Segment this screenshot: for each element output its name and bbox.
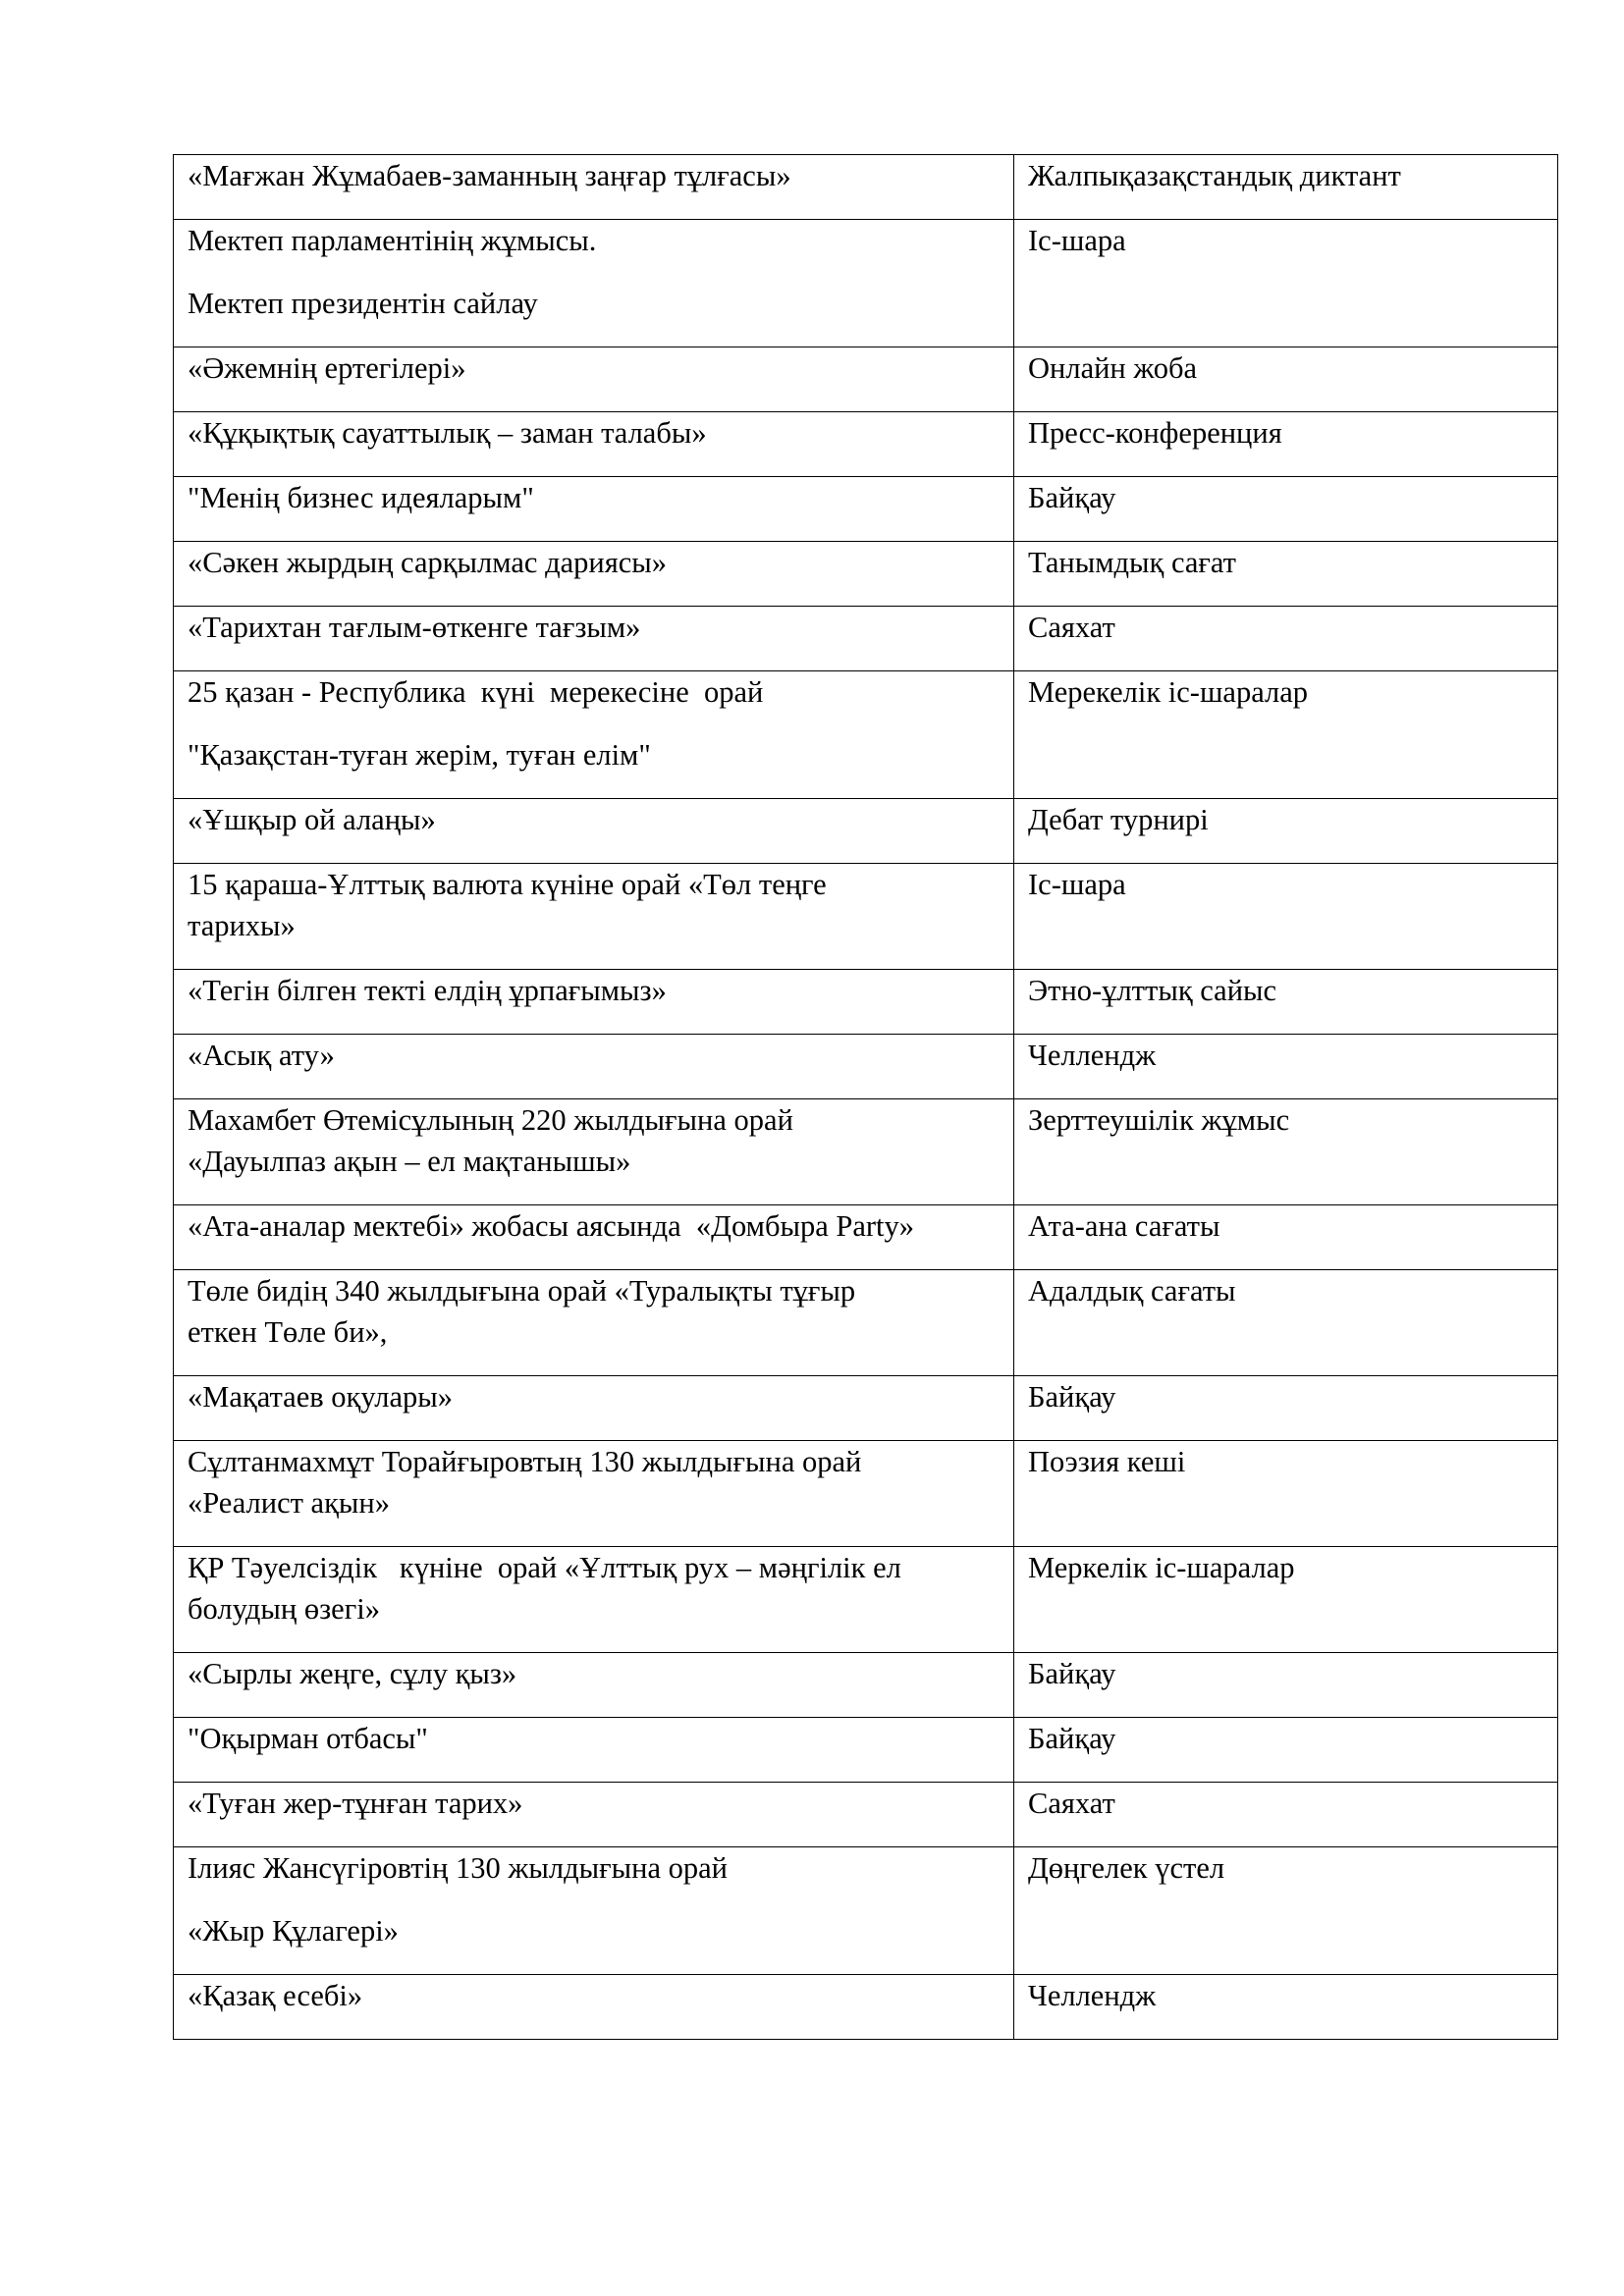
event-type-cell (1014, 1441, 1558, 1547)
event-type-text: Челлендж (1028, 1979, 1157, 2012)
event-type-cell (1014, 1376, 1558, 1441)
event-type-text: Жалпықазақстандық диктант (1028, 159, 1401, 192)
event-type-text: Байқау (1028, 1657, 1116, 1690)
table-row (174, 607, 1558, 671)
table-row (174, 155, 1558, 220)
event-title-cell (174, 607, 1014, 671)
event-type-text: Адалдық сағаты (1028, 1274, 1236, 1308)
event-title-line: 15 қараша-Ұлттық валюта күніне орай «Төл теңге (188, 868, 827, 901)
table-row (174, 671, 1558, 799)
table-row (174, 412, 1558, 477)
event-type-cell (1014, 477, 1558, 542)
table-row (174, 799, 1558, 864)
event-title-line: «Мақатаев оқулары» (188, 1380, 454, 1414)
table-row (174, 220, 1558, 347)
event-type-cell (1014, 1270, 1558, 1376)
event-type-text: Онлайн жоба (1028, 351, 1197, 385)
table-row (174, 1547, 1558, 1653)
event-title-cell (174, 1376, 1014, 1441)
event-title-cell (174, 412, 1014, 477)
event-title-line: «Мағжан Жұмабаев-заманның заңғар тұлғасы» (188, 159, 791, 192)
event-type-text: Поэзия кеші (1028, 1445, 1186, 1478)
event-type-cell (1014, 799, 1558, 864)
event-title-cell (174, 1270, 1014, 1376)
event-title-cell (174, 1847, 1014, 1975)
event-title-line: болудың өзегі» (188, 1592, 380, 1626)
event-type-text: Байқау (1028, 1380, 1116, 1414)
event-type-text: Ата-ана сағаты (1028, 1209, 1220, 1243)
event-type-text: Челлендж (1028, 1039, 1157, 1072)
event-title-cell (174, 1099, 1014, 1205)
event-type-cell (1014, 970, 1558, 1035)
event-title-line: Төле бидің 340 жылдығына орай «Туралықты тұғыр (188, 1274, 856, 1308)
event-type-text: Танымдық сағат (1028, 546, 1237, 579)
event-title-cell (174, 1547, 1014, 1653)
event-title-cell (174, 477, 1014, 542)
event-title-cell (174, 1441, 1014, 1547)
table-row (174, 1270, 1558, 1376)
event-type-text: Саяхат (1028, 1787, 1115, 1820)
events-table-body (174, 155, 1558, 2040)
event-title-line: «Ұшқыр ой алаңы» (188, 803, 436, 836)
event-title-line: еткен Төле би», (188, 1315, 388, 1349)
event-title-cell (174, 1035, 1014, 1099)
event-title-line: «Дауылпаз ақын – ел мақтанышы» (188, 1145, 631, 1178)
event-type-cell (1014, 1783, 1558, 1847)
table-row (174, 347, 1558, 412)
event-type-cell (1014, 1975, 1558, 2040)
event-type-cell (1014, 412, 1558, 477)
event-type-text: Іс-шара (1028, 868, 1126, 901)
event-type-cell (1014, 607, 1558, 671)
event-title-line: ҚР Тәуелсіздік күніне орай «Ұлттық рух – мәңгілік ел (188, 1551, 901, 1584)
table-row (174, 1783, 1558, 1847)
event-type-cell (1014, 347, 1558, 412)
event-title-cell (174, 1205, 1014, 1270)
event-type-text: Мерекелік іс-шаралар (1028, 675, 1309, 709)
event-type-cell (1014, 155, 1558, 220)
event-type-text: Байқау (1028, 1722, 1116, 1755)
event-type-cell (1014, 864, 1558, 970)
event-title-line: «Сырлы жеңге, сұлу қыз» (188, 1657, 517, 1690)
event-title-line: «Тарихтан тағлым-өткенге тағзым» (188, 611, 641, 644)
event-type-cell (1014, 1653, 1558, 1718)
event-title-cell (174, 347, 1014, 412)
event-title-line: «Тегін білген текті елдің ұрпағымыз» (188, 974, 667, 1007)
event-title-cell (174, 864, 1014, 970)
event-type-text: Пресс-конференция (1028, 416, 1282, 450)
event-type-cell (1014, 1547, 1558, 1653)
table-row (174, 1718, 1558, 1783)
table-row (174, 1376, 1558, 1441)
event-title-line: "Оқырман отбасы" (188, 1722, 428, 1755)
table-row (174, 1099, 1558, 1205)
event-title-line: «Туған жер-тұнған тарих» (188, 1787, 523, 1820)
event-title-cell (174, 799, 1014, 864)
event-title-line: «Асық ату» (188, 1039, 335, 1072)
event-title-line: «Әжемнің ертегілері» (188, 351, 466, 385)
event-title-line: 25 қазан - Республика күні мерекесіне орай (188, 675, 764, 709)
event-type-text: Іс-шара (1028, 224, 1126, 257)
event-title-cell (174, 1718, 1014, 1783)
event-type-text: Байқау (1028, 481, 1116, 514)
event-type-text: Дөңгелек үстел (1028, 1851, 1225, 1885)
event-type-cell (1014, 220, 1558, 347)
table-row (174, 1847, 1558, 1975)
event-type-cell (1014, 1099, 1558, 1205)
event-title-line: «Реалист ақын» (188, 1486, 390, 1520)
table-row (174, 1035, 1558, 1099)
event-type-cell (1014, 1035, 1558, 1099)
event-type-text: Меркелік іс-шаралар (1028, 1551, 1295, 1584)
event-title-line: "Қазақстан-туған жерім, туған елім" (188, 738, 651, 772)
event-type-cell (1014, 671, 1558, 799)
event-title-line: «Сәкен жырдың сарқылмас дариясы» (188, 546, 667, 579)
table-row (174, 1441, 1558, 1547)
events-table (173, 154, 1558, 2040)
event-title-cell (174, 542, 1014, 607)
event-type-cell (1014, 1718, 1558, 1783)
event-title-cell (174, 671, 1014, 799)
event-title-line: «Ата-аналар мектебі» жобасы аясында «Домбыра Party» (188, 1209, 915, 1243)
event-title-cell (174, 970, 1014, 1035)
event-title-line: Сұлтанмахмұт Торайғыровтың 130 жылдығына орай (188, 1445, 862, 1478)
event-type-cell (1014, 542, 1558, 607)
event-title-line: «Құқықтық сауаттылық – заман талабы» (188, 416, 707, 450)
table-row (174, 477, 1558, 542)
event-title-line: тарихы» (188, 909, 296, 942)
event-title-line: "Менің бизнес идеяларым" (188, 481, 534, 514)
event-title-line: «Жыр Құлагері» (188, 1914, 399, 1948)
event-title-line: Ілияс Жансүгіровтің 130 жылдығына орай (188, 1851, 728, 1885)
event-title-line: Мектеп президентін сайлау (188, 287, 538, 320)
table-row (174, 864, 1558, 970)
event-title-cell (174, 220, 1014, 347)
table-row (174, 1205, 1558, 1270)
event-title-cell (174, 1783, 1014, 1847)
event-type-text: Саяхат (1028, 611, 1115, 644)
event-title-line: Махамбет Өтемісұлының 220 жылдығына орай (188, 1103, 793, 1137)
event-type-cell (1014, 1847, 1558, 1975)
event-type-cell (1014, 1205, 1558, 1270)
event-title-line: Мектеп парламентінің жұмысы. (188, 224, 597, 257)
event-title-cell (174, 1653, 1014, 1718)
event-type-text: Этно-ұлттық сайыс (1028, 974, 1277, 1007)
table-row (174, 542, 1558, 607)
table-row (174, 1653, 1558, 1718)
table-row (174, 1975, 1558, 2040)
event-title-cell (174, 1975, 1014, 2040)
event-title-line: «Қазақ есебі» (188, 1979, 363, 2012)
table-row (174, 970, 1558, 1035)
event-type-text: Зерттеушілік жұмыс (1028, 1103, 1290, 1137)
event-type-text: Дебат турнирі (1028, 803, 1209, 836)
event-title-cell (174, 155, 1014, 220)
